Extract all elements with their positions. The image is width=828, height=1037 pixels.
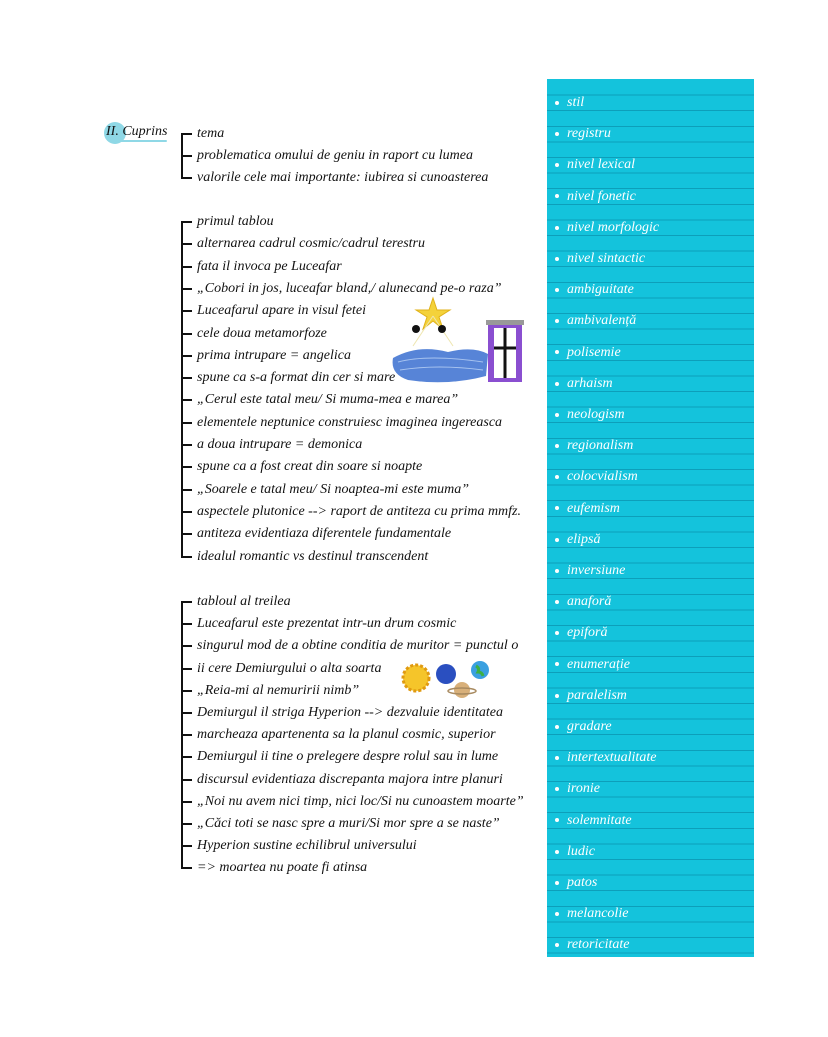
- outline-item-text: „Cobori in jos, luceafar bland,/ alunecand pe-o raza”: [197, 280, 502, 296]
- term-label: solemnitate: [567, 812, 632, 828]
- outline-item-text: prima intrupare = angelica: [197, 347, 351, 363]
- term-item: [555, 311, 636, 331]
- outline-item-text: singurul mod de a obtine conditia de muritor = punctul o: [197, 638, 519, 654]
- bracket-tick: [181, 444, 192, 446]
- term-item: [555, 592, 611, 612]
- bracket-tick: [181, 845, 192, 847]
- bracket-tick: [181, 556, 192, 558]
- outline-item-text: „Căci toti se nasc spre a muri/Si mor spre a se naste”: [197, 816, 500, 831]
- outline-item-text: antiteza evidentiaza diferentele fundamentale: [197, 526, 452, 542]
- term-label: patos: [567, 875, 598, 890]
- term-label: ludic: [567, 843, 595, 859]
- outline-item-text: spune ca a fost creat din soare si noapte: [197, 459, 423, 475]
- term-label: nivel lexical: [567, 157, 636, 173]
- bracket-tick: [181, 155, 192, 157]
- heading-underline: [120, 140, 167, 142]
- bracket-tick: [181, 422, 192, 424]
- outline-item-text: „Noi nu avem nici timp, nici loc/Si nu cunoastem moarte”: [197, 793, 524, 809]
- term-item: [555, 655, 630, 675]
- bullet-icon: [555, 382, 559, 386]
- outline-item-text: problematica omului de geniu in raport cu lumea: [197, 148, 473, 163]
- bracket-tick: [181, 712, 192, 714]
- bracket-tick: [181, 399, 192, 401]
- outline-item-text: ii cere Demiurgului o alta soarta: [197, 660, 382, 676]
- term-item: [555, 873, 597, 893]
- term-label: ironie: [567, 781, 600, 797]
- bullet-icon: [555, 912, 559, 916]
- bullet-icon: [555, 943, 559, 947]
- term-label: intertextualitate: [567, 750, 657, 766]
- bracket-tick: [181, 690, 192, 692]
- outline-item-text: aspectele plutonice --> raport de antiteza cu prima mmfz.: [197, 503, 522, 519]
- section-heading: [106, 124, 167, 140]
- term-label: colocvialism: [567, 469, 638, 485]
- bullet-icon: [555, 569, 559, 573]
- term-label: arhaism: [567, 375, 613, 391]
- bullet-icon: [555, 350, 559, 354]
- term-item: [555, 343, 621, 363]
- bracket-tick: [181, 668, 192, 670]
- term-item: [555, 686, 627, 706]
- term-item: [555, 187, 636, 207]
- bracket-tick: [181, 511, 192, 513]
- outline-item-text: alternarea cadrul cosmic/cadrul terestru: [197, 236, 425, 252]
- term-item: [555, 561, 625, 581]
- term-item: [555, 374, 613, 394]
- bullet-icon: [555, 226, 559, 230]
- bullet-icon: [555, 506, 559, 510]
- outline-item-text: cele doua metamorfoze: [197, 325, 327, 341]
- bullet-icon: [555, 600, 559, 604]
- neptune-icon: [436, 664, 456, 684]
- outline-item-text: Luceafarul apare in visul fetei: [197, 303, 367, 319]
- term-label: registru: [567, 126, 611, 142]
- outline-item-text: => moartea nu poate fi atinsa: [197, 860, 368, 876]
- outline-item-text: Luceafarul este prezentat intr-un drum cosmic: [197, 616, 457, 632]
- outline-item-text: tema: [197, 126, 225, 141]
- bracket-tick: [181, 734, 192, 736]
- bullet-icon: [555, 538, 559, 542]
- stylistic-terms-panel: [547, 79, 754, 957]
- bracket-line: [181, 221, 183, 558]
- bullet-icon: [555, 475, 559, 479]
- bullet-icon: [555, 413, 559, 417]
- bracket-tick: [181, 377, 192, 379]
- outline-item-text: tabloul al treilea: [197, 594, 291, 609]
- term-label: polisemie: [567, 344, 621, 360]
- term-label: melancolie: [567, 906, 629, 922]
- bullet-icon: [555, 444, 559, 448]
- outline-item-text: a doua intrupare = demonica: [197, 437, 363, 452]
- term-item: [555, 904, 628, 924]
- outline-item-text: idealul romantic vs destinul transcendent: [197, 548, 429, 564]
- sun-icon: [403, 665, 429, 691]
- term-item: [555, 405, 625, 425]
- term-item: [555, 436, 633, 456]
- bullet-icon: [555, 694, 559, 698]
- bracket-tick: [181, 623, 192, 625]
- star-window-illustration: [388, 296, 528, 388]
- bullet-icon: [555, 756, 559, 760]
- bracket-tick: [181, 867, 192, 869]
- outline-item-text: „Soarele e tatal meu/ Si noaptea-mi este muma”: [197, 481, 470, 497]
- outline-item-text: spune ca s-a format din cer si mare: [197, 370, 396, 386]
- outline-item-text: discursul evidentiaza discrepanta majora intre planuri: [197, 771, 503, 787]
- outline-item-text: „Cerul este tatal meu/ Si muma-mea e marea”: [197, 392, 459, 408]
- term-item: [555, 748, 656, 768]
- bracket-tick: [181, 266, 192, 268]
- term-label: nivel morfologic: [567, 219, 660, 235]
- term-item: [555, 218, 659, 238]
- term-label: epiforă: [567, 625, 608, 641]
- outline-item-text: marcheaza apartenenta sa la planul cosmic, superior: [197, 727, 496, 743]
- term-item: [555, 249, 645, 269]
- bracket-tick: [181, 466, 192, 468]
- term-item: [555, 155, 635, 175]
- bullet-icon: [555, 787, 559, 791]
- bullet-icon: [555, 881, 559, 885]
- bullet-icon: [555, 725, 559, 729]
- sea-icon: [393, 349, 488, 382]
- term-item: [555, 811, 632, 831]
- outline-item-text: „Reia-mi al nemuririi nimb”: [197, 682, 360, 698]
- heading-text: II. Cuprins: [106, 124, 168, 139]
- term-label: stil: [567, 95, 585, 110]
- term-label: eufemism: [567, 500, 620, 516]
- bullet-icon: [555, 818, 559, 822]
- bullet-icon: [555, 850, 559, 854]
- term-label: enumerație: [567, 656, 630, 672]
- outline-item-text: Demiurgul ii tine o prelegere despre rolul sau in lume: [197, 749, 499, 765]
- bracket-tick: [181, 489, 192, 491]
- bracket-tick: [181, 779, 192, 781]
- bracket-tick: [181, 133, 192, 135]
- bracket-tick: [181, 333, 192, 335]
- saturn-icon: [454, 682, 470, 698]
- bullet-icon: [555, 101, 559, 105]
- star-icon: [416, 298, 450, 329]
- term-label: gradare: [567, 719, 612, 734]
- term-item: [555, 842, 595, 862]
- bullet-icon: [555, 163, 559, 167]
- bracket-tick: [181, 288, 192, 290]
- planets-illustration: [398, 658, 494, 702]
- term-label: regionalism: [567, 438, 634, 454]
- bullet-icon: [555, 257, 559, 261]
- bracket-tick: [181, 601, 192, 603]
- bracket-tick: [181, 801, 192, 803]
- term-item: [555, 779, 600, 799]
- bracket-tick: [181, 355, 192, 357]
- term-item: [555, 717, 612, 737]
- outline-item-text: Hyperion sustine echilibrul universului: [197, 838, 417, 854]
- term-label: elipsă: [567, 531, 601, 547]
- bullet-icon: [555, 288, 559, 292]
- term-item: [555, 623, 607, 643]
- bullet-icon: [555, 319, 559, 323]
- term-item: [555, 280, 634, 300]
- outline-item-text: primul tablou: [197, 214, 274, 229]
- term-item: [555, 467, 638, 487]
- outline-item-text: Demiurgul il striga Hyperion --> dezvaluie identitatea: [197, 705, 503, 720]
- bullet-icon: [555, 132, 559, 136]
- term-label: ambiguitate: [567, 282, 634, 298]
- outline-item-text: fata il invoca pe Luceafar: [197, 258, 342, 274]
- bracket-tick: [181, 221, 192, 223]
- term-label: ambivalență: [567, 313, 637, 329]
- outline-item-text: valorile cele mai importante: iubirea si cunoasterea: [197, 170, 489, 185]
- term-label: nivel fonetic: [567, 188, 636, 204]
- bracket-tick: [181, 243, 192, 245]
- term-item: [555, 124, 611, 144]
- bracket-tick: [181, 310, 192, 312]
- term-label: nivel sintactic: [567, 251, 646, 266]
- bullet-icon: [555, 631, 559, 635]
- term-item: [555, 530, 600, 550]
- term-label: paralelism: [567, 687, 627, 703]
- bracket-tick: [181, 823, 192, 825]
- bracket-tick: [181, 177, 192, 179]
- term-item: [555, 499, 620, 519]
- term-item: [555, 935, 629, 955]
- term-item: [555, 93, 584, 113]
- term-label: inversiune: [567, 563, 626, 578]
- bracket-tick: [181, 645, 192, 647]
- bullet-icon: [555, 662, 559, 666]
- term-label: neologism: [567, 407, 625, 422]
- outline-item-text: elementele neptunice construiesc imaginea ingereasca: [197, 414, 503, 430]
- term-label: anaforă: [567, 594, 612, 610]
- bracket-tick: [181, 533, 192, 535]
- bracket-tick: [181, 756, 192, 758]
- term-label: retoricitate: [567, 937, 630, 953]
- bullet-icon: [555, 194, 559, 198]
